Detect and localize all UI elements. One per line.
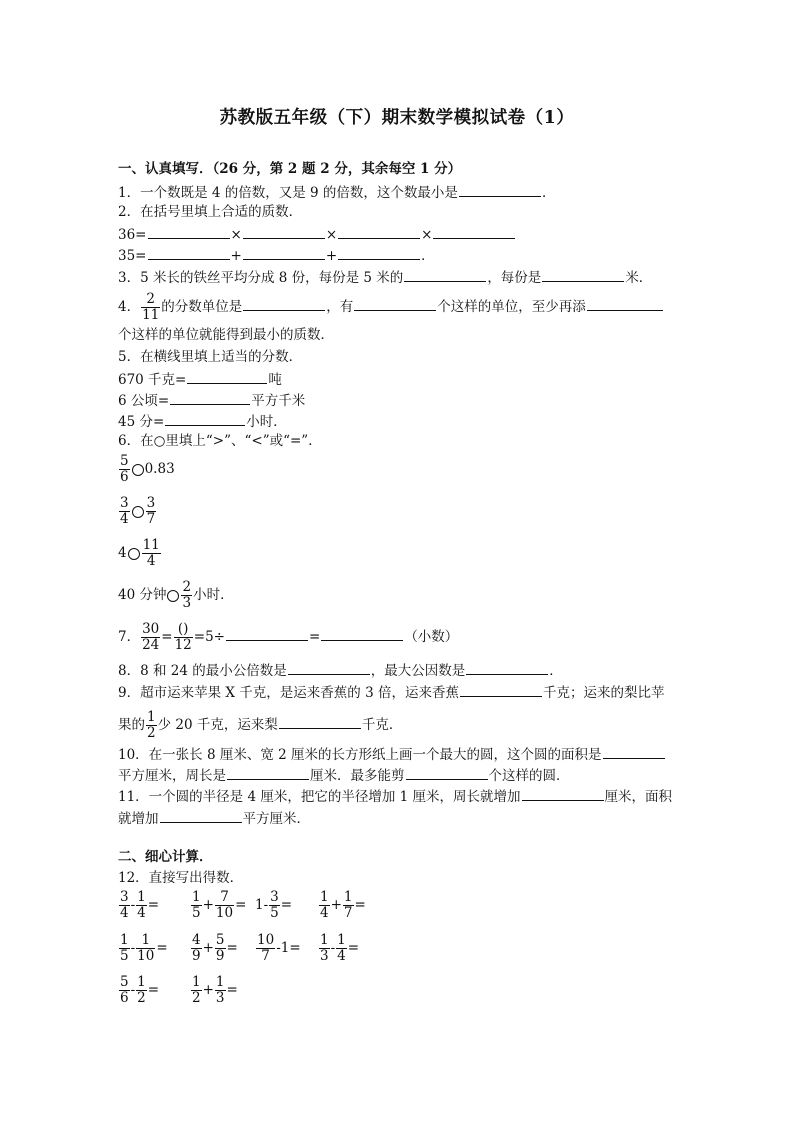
question-12: 12．直接写出得数． [118,870,244,886]
numerator: 10 [257,932,275,948]
times-sign: × [230,227,242,243]
denominator: 10 [215,905,234,921]
q5-c-unit: 小时． [246,414,287,430]
answer-blank[interactable] [148,224,230,239]
denominator: 4 [137,905,146,921]
equals-sign: = [147,982,160,998]
fraction [191,933,202,964]
fraction [215,975,226,1006]
q11-text-d: 平方厘米． [242,811,310,827]
compare-circle[interactable] [167,590,179,602]
q2-35-label: 35= [118,248,147,264]
numerator: 1 [147,709,156,725]
q4-continuation: 个这样的单位就能得到最小的质数． [118,327,334,343]
fraction [269,890,280,921]
calc-item[interactable] [190,933,238,964]
denominator: 6 [120,990,129,1006]
q9-text-e: 少 20 千克，运来梨 [157,717,278,733]
q4-number: 4． [118,299,141,315]
operator: + [330,897,342,913]
answer-blank[interactable] [243,296,325,311]
section-2-heading: 二、细心计算． [118,849,213,865]
numerator: 5 [120,453,129,469]
fraction [142,538,161,569]
equals-sign: = [354,897,366,913]
fraction [215,933,226,964]
q3-text-c: 米． [625,270,653,286]
fraction [336,933,347,964]
operator: + [202,940,214,956]
q2-line-36 [118,224,516,244]
numerator: 3 [146,495,156,511]
answer-blank[interactable] [288,660,370,675]
q6-row-1 [118,454,175,485]
q8-text-a: 8．8 和 24 的最小公倍数是 [118,663,287,679]
plus-sign: + [230,248,242,264]
calc-item[interactable] [255,890,292,921]
calc-item[interactable] [318,890,366,921]
numerator: 1 [215,974,225,990]
q9-text-f: 千克． [361,717,403,733]
question-5: 5．在横线里填上适当的分数． [118,349,303,365]
answer-blank[interactable] [406,765,488,780]
denominator: 7 [146,511,156,527]
question-8 [118,660,563,680]
question-3 [118,267,652,287]
q6-row-3 [118,538,162,569]
answer-blank[interactable] [433,224,515,239]
answer-blank[interactable] [466,660,548,675]
denominator: 7 [343,905,353,921]
equals-sign: = [309,629,321,645]
exam-title: 苏教版五年级（下）期末数学模拟试卷（1） [219,108,575,128]
q2-end: ． [421,248,435,264]
denominator: 7 [261,948,270,964]
question-1 [118,182,555,202]
question-4 [118,292,664,323]
denominator: 9 [192,948,201,964]
operator: - [130,897,136,913]
operator: + [202,982,214,998]
q5-c-label: 45 分= [118,414,165,430]
compare-circle[interactable] [132,506,144,518]
fraction [215,890,234,921]
q1-end: ． [541,185,556,201]
calc-item[interactable] [190,975,238,1006]
numerator: 11 [142,537,160,553]
q10-continuation [118,765,570,785]
q6-r3-left: 4 [118,545,127,561]
fraction [136,975,147,1006]
q8-text-b: ，最大公因数是 [370,663,466,679]
calc-prefix: 1- [255,897,269,913]
numerator: 3 [120,889,129,905]
answer-blank[interactable] [603,744,665,759]
q6-r4-right: 小时． [193,587,234,603]
fraction [181,580,192,611]
answer-blank[interactable] [354,296,436,311]
fraction [119,890,130,921]
operator: - [130,982,136,998]
denominator: 3 [320,948,329,964]
numerator: 1 [320,932,329,948]
equals-sign: = [280,897,293,913]
answer-blank[interactable] [170,390,250,405]
denominator: 4 [337,948,346,964]
q10-text-a: 10．在一张长 8 厘米、宽 2 厘米的长方形纸上画一个最大的圆，这个圆的面积是 [118,747,602,763]
numerator: 1 [343,889,353,905]
numerator: 3 [270,889,279,905]
q2-36-label: 36= [118,227,147,243]
fraction [256,933,275,964]
calc-item[interactable] [118,975,159,1006]
answer-blank[interactable] [522,786,604,801]
q5-item-c [118,411,287,431]
fraction [191,890,202,921]
q9-text-a: 9．超市运来苹果 X 千克，是运来香蕉的 3 倍，运来香蕉 [118,685,459,701]
numerator: 1 [320,889,329,905]
answer-blank[interactable] [404,267,486,282]
q6-row-2 [118,496,157,527]
answer-blank[interactable] [460,682,542,697]
q5-b-unit: 平方千米 [251,393,306,409]
answer-blank[interactable] [148,245,230,260]
question-10 [118,744,666,764]
q4-text-b: ，有 [326,299,354,315]
q5-a-label: 670 千克= [118,372,187,388]
operator: - [330,940,336,956]
question-7 [118,622,458,653]
numerator: 30 [142,621,160,637]
answer-blank[interactable] [338,245,420,260]
numerator: 4 [192,932,201,948]
q8-end: ． [549,663,563,679]
equals-sign: -1= [276,940,301,956]
answer-blank[interactable] [165,411,245,426]
q6-r4-left: 40 分钟 [118,587,167,603]
operator: + [202,897,214,913]
denominator: 6 [120,469,129,485]
denominator: 5 [120,948,129,964]
q5-a-unit: 吨 [268,372,282,388]
numerator[interactable]: () [174,622,193,638]
equals-sign: = [347,940,360,956]
denominator: 11 [142,307,160,323]
denominator: 3 [182,595,192,611]
numerator: 7 [215,890,234,906]
denominator: 4 [320,905,329,921]
q10-text-b: 平方厘米，周长是 [118,768,226,784]
numerator: 1 [136,933,155,949]
q11-text-a: 11．一个圆的半径是 4 厘米，把它的半径增加 1 厘米，周长就增加 [118,789,521,805]
fraction [319,933,330,964]
fraction [319,890,330,921]
fraction [119,933,130,964]
equals-sign: = [161,629,173,645]
fraction [141,292,160,323]
calc-item[interactable] [118,890,159,921]
equals-sign: = [226,982,238,998]
answer-blank[interactable] [243,224,325,239]
q3-text-a: 3．5 米长的铁丝平均分成 8 份，每份是 5 米的 [118,270,404,286]
denominator: 5 [192,905,201,921]
q9-continuation [118,710,402,741]
fraction [119,454,130,485]
numerator: 2 [141,292,160,308]
denominator: 2 [147,725,156,741]
calc-item[interactable] [255,933,301,964]
times-sign: × [325,227,338,243]
question-11 [118,786,672,806]
fraction [141,622,160,653]
fraction [119,975,130,1006]
denominator: 4 [120,511,129,527]
denominator: 24 [142,637,160,653]
denominator: 3 [215,990,225,1006]
equals-sign: = [226,940,238,956]
numerator: 1 [137,889,146,905]
fraction [191,975,202,1006]
numerator: 2 [182,579,192,595]
answer-blank[interactable] [587,296,663,311]
numerator: 3 [120,495,129,511]
answer-blank[interactable] [187,369,267,384]
answer-blank[interactable] [160,808,242,823]
q10-text-c: 厘米．最多能剪 [310,768,405,784]
q11-continuation [118,808,310,828]
compare-circle[interactable] [132,464,144,476]
numerator: 1 [192,974,201,990]
fraction [119,496,130,527]
denominator: 2 [137,990,146,1006]
answer-blank[interactable] [321,626,403,641]
answer-blank[interactable] [338,224,420,239]
question-6: 6．在○里填上“>”、“<”或“=”． [118,433,322,449]
q11-text-c: 就增加 [118,811,159,827]
numerator: 5 [215,932,225,948]
q6-r1-right: 0.83 [144,461,175,477]
calc-item[interactable] [190,890,246,921]
denominator: 10 [137,948,155,964]
question-9 [118,682,664,702]
q4-text-c: 个这样的单位，至少再添 [437,299,586,315]
fraction [146,710,157,741]
equals-sign: = [156,940,168,956]
times-sign: × [421,227,433,243]
answer-blank[interactable] [227,765,309,780]
numerator: 1 [337,932,346,948]
q6-row-4 [118,580,234,611]
answer-blank[interactable] [459,182,541,197]
numerator: 1 [120,932,129,948]
denominator: 4 [146,553,156,569]
denominator: 5 [270,905,279,921]
equals-sign: = [147,897,160,913]
q7-end: （小数） [404,629,459,645]
plus-sign: + [325,248,338,264]
fraction [136,933,155,964]
q7-number: 7． [118,629,141,645]
denominator: 9 [215,948,225,964]
denominator: 2 [192,990,201,1006]
q5-b-label: 6 公顷= [118,393,170,409]
equals-sign: = [235,897,247,913]
denominator: 12 [174,637,192,653]
q3-text-b: ，每份是 [487,270,542,286]
q10-text-d: 个这样的圆． [488,768,570,784]
q9-text-c: 果的 [118,717,145,733]
denominator: 4 [120,905,129,921]
answer-blank[interactable] [226,626,308,641]
q11-text-b: 厘米，面积 [604,789,673,805]
q5-item-a [118,369,282,389]
numerator: 5 [120,974,129,990]
fraction [343,890,354,921]
q4-text-a: 的分数单位是 [161,299,243,315]
numerator: 1 [192,889,201,905]
answer-blank[interactable] [243,245,325,260]
compare-circle[interactable] [128,548,140,560]
q5-item-b [118,390,305,410]
fraction [136,890,147,921]
numerator: 1 [137,974,146,990]
operator: - [130,940,136,956]
fraction [174,622,193,653]
q9-text-b: 千克；运来的梨比苹 [542,685,665,701]
section-1-heading: 一、认真填写．（26 分，第 2 题 2 分，其余每空 1 分） [118,161,462,177]
q2-line-35 [118,245,435,265]
q1-text: 1．一个数既是 4 的倍数，又是 9 的倍数，这个数最小是 [118,185,458,201]
calc-item[interactable] [318,933,359,964]
fraction [146,496,157,527]
q7-mid: =5÷ [193,629,225,645]
answer-blank[interactable] [279,714,361,729]
answer-blank[interactable] [542,267,624,282]
calc-item[interactable] [118,933,168,964]
question-2: 2．在括号里填上合适的质数． [118,204,303,220]
